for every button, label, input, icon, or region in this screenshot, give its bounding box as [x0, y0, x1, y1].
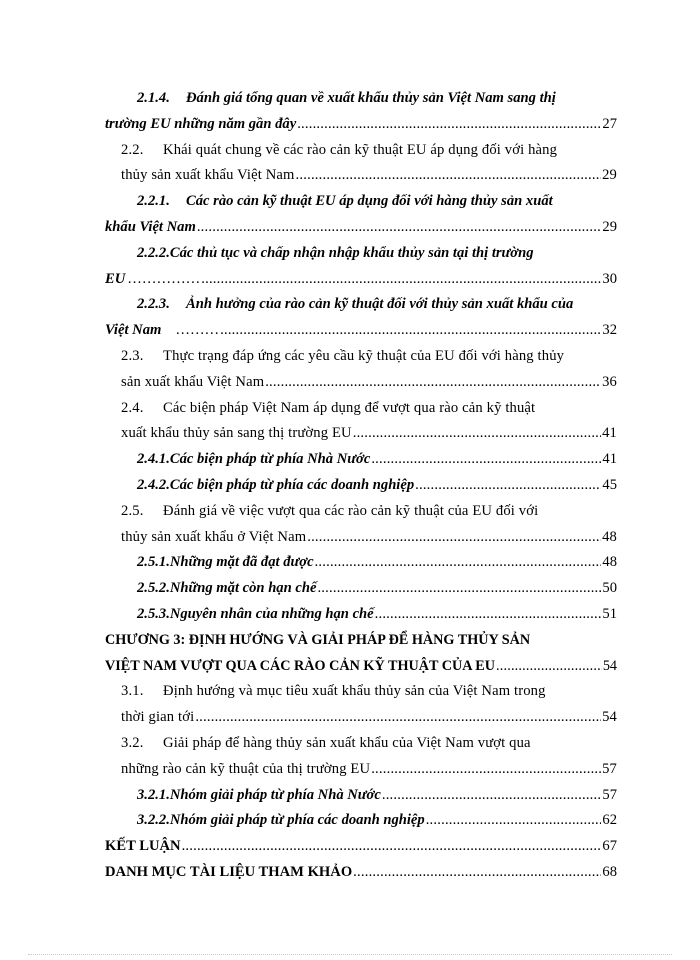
chapter-title-line1: CHƯƠNG 3: ĐỊNH HƯỚNG VÀ GIẢI PHÁP ĐỂ HÀNG THỦY SẢN — [105, 631, 531, 648]
dot-leader — [426, 808, 602, 834]
toc-title-line2: thủy sản xuất khẩu ở Việt Nam — [121, 528, 307, 545]
toc-number: 2.1.4. — [137, 90, 170, 106]
ellipsis-leader: ……… — [175, 322, 220, 339]
toc-title-line1: Đánh giá về việc vượt qua các rào cản kỹ thuật của EU đối với — [163, 502, 539, 519]
toc-number: 3.1. — [121, 683, 144, 700]
toc-entry-conclusion[interactable] — [105, 834, 617, 860]
page-number: 36 — [602, 373, 617, 390]
dot-leader — [375, 602, 602, 628]
toc-title-line1: Đánh giá tổng quan về xuất khẩu thủy sản Việt Nam sang thị — [186, 90, 556, 106]
toc-entry-2-5[interactable] — [105, 499, 617, 551]
toc-title-line2: thủy sản xuất khẩu Việt Nam — [121, 167, 295, 184]
toc-number: 2.4. — [121, 399, 144, 416]
page-number: 27 — [602, 115, 617, 132]
toc-title: Nhóm giải pháp từ phía Nhà Nước — [169, 786, 381, 803]
toc-title: Những mặt còn hạn chế — [169, 580, 317, 597]
toc-title-line1: Giải pháp để hàng thủy sản xuất khẩu của Việt Nam vượt qua — [163, 734, 531, 751]
toc-entry-3-2-1[interactable] — [105, 783, 617, 809]
toc-number: 2.2. — [121, 141, 144, 158]
toc-number: 2.2.3. — [137, 296, 170, 313]
dot-leader — [371, 447, 601, 473]
toc-entry-2-3[interactable] — [105, 344, 617, 396]
toc-entry-chapter-3[interactable] — [105, 628, 617, 680]
dot-leader — [317, 576, 601, 602]
toc-title-line2: Việt Nam — [105, 322, 162, 339]
toc-number: 2.4.2. — [137, 476, 170, 493]
toc-title: Nhóm giải pháp từ phía các doanh nghiệp — [169, 812, 425, 829]
page-number: 48 — [602, 554, 617, 571]
toc-entry-2-5-3[interactable] — [105, 602, 617, 628]
toc-title-line2: xuất khẩu thủy sản sang thị trường EU — [121, 425, 352, 442]
toc-title-line1: Khái quát chung về các rào cản kỹ thuật EU áp dụng đối với hàng — [163, 141, 558, 158]
toc-title-line2: những rào cản kỹ thuật của thị trường EU — [121, 760, 371, 777]
page-number: 67 — [602, 838, 617, 855]
toc-entry-2-2-1[interactable] — [105, 189, 617, 241]
toc-title-line2: trường EU những năm gần đây — [105, 115, 297, 132]
dot-leader — [382, 783, 602, 809]
page-number: 57 — [602, 786, 617, 803]
page-number: 30 — [602, 270, 617, 287]
toc-entry-3-2[interactable] — [105, 731, 617, 783]
toc-title-line2: khẩu Việt Nam — [105, 218, 196, 235]
toc-number: 2.5. — [121, 502, 144, 519]
toc-title-line1: Các biện pháp Việt Nam áp dụng để vượt qua rào cản kỹ thuật — [163, 399, 536, 416]
dot-leader — [195, 705, 601, 731]
toc-title-line2: EU — [105, 270, 126, 287]
toc-title: KẾT LUẬN — [105, 838, 181, 855]
dot-leader — [496, 654, 602, 680]
page-number: 54 — [602, 657, 617, 674]
page-number: 29 — [602, 167, 617, 184]
toc-title-line1: Ảnh hưởng của rào cản kỹ thuật đối với thủy sản xuất khẩu của — [186, 296, 574, 313]
toc-title-line2: thời gian tới — [121, 709, 195, 726]
dot-leader — [297, 112, 601, 138]
dot-leader — [201, 267, 601, 293]
toc-number: 2.3. — [121, 347, 144, 364]
toc-title-line2: sản xuất khẩu Việt Nam — [121, 373, 265, 390]
toc-entry-2-2-3[interactable] — [105, 292, 617, 344]
page-number: 68 — [602, 863, 617, 880]
toc-number: 3.2.1. — [137, 786, 170, 803]
toc-entry-3-2-2[interactable] — [105, 808, 617, 834]
dot-leader — [353, 860, 601, 886]
toc-title: Những mặt đã đạt được — [169, 554, 314, 571]
table-of-contents — [105, 86, 617, 886]
dot-leader — [182, 834, 602, 860]
page-number: 57 — [602, 760, 617, 777]
dot-leader — [415, 473, 601, 499]
page-number: 45 — [602, 476, 617, 493]
dot-leader — [307, 525, 601, 551]
dot-leader — [265, 370, 601, 396]
dot-leader — [296, 163, 602, 189]
toc-entry-2-4[interactable] — [105, 396, 617, 448]
toc-number: 2.5.2. — [137, 580, 170, 597]
toc-title: Các biện pháp từ phía Nhà Nước — [169, 451, 371, 468]
toc-number: 3.2. — [121, 734, 144, 751]
toc-number: 2.5.3. — [137, 605, 170, 622]
toc-title: Nguyên nhân của những hạn chế — [169, 605, 374, 622]
toc-entry-2-4-1[interactable] — [105, 447, 617, 473]
toc-entry-references[interactable] — [105, 860, 617, 886]
toc-title: DANH MỤC TÀI LIỆU THAM KHẢO — [105, 863, 353, 880]
toc-number: 2.5.1. — [137, 554, 170, 571]
toc-number: 2.2.2. — [137, 244, 170, 261]
page-number: 32 — [602, 322, 617, 339]
toc-title: Các biện pháp từ phía các doanh nghiệp — [169, 476, 415, 493]
toc-title-line1: Thực trạng đáp ứng các yêu cầu kỹ thuật của EU đối với hàng thủy — [163, 347, 565, 364]
dot-leader — [220, 318, 601, 344]
page-number: 41 — [602, 425, 617, 442]
dot-leader — [315, 550, 602, 576]
page-bottom-rule — [28, 954, 672, 955]
toc-entry-2-5-1[interactable] — [105, 550, 617, 576]
toc-entry-2-4-2[interactable] — [105, 473, 617, 499]
toc-number: 3.2.2. — [137, 812, 170, 829]
toc-entry-3-1[interactable] — [105, 679, 617, 731]
page-number: 54 — [602, 709, 617, 726]
toc-entry-2-2-2[interactable] — [105, 241, 617, 293]
toc-title-line1: Các rào cản kỹ thuật EU áp dụng đối với hàng thủy sản xuất — [186, 193, 553, 210]
toc-entry-2-5-2[interactable] — [105, 576, 617, 602]
dot-leader — [353, 421, 601, 447]
page-number: 41 — [602, 451, 617, 468]
ellipsis-leader: …………… — [127, 270, 201, 287]
dot-leader — [371, 757, 601, 783]
toc-number: 2.4.1. — [137, 451, 170, 468]
toc-entry-2-1-4[interactable] — [105, 86, 617, 138]
page-number: 29 — [602, 218, 617, 235]
toc-number: 2.2.1. — [137, 193, 170, 210]
dot-leader — [197, 215, 602, 241]
page-number: 62 — [602, 812, 617, 829]
page-number: 51 — [602, 605, 617, 622]
page-number: 50 — [602, 580, 617, 597]
toc-entry-2-2[interactable] — [105, 138, 617, 190]
chapter-title-line2: VIỆT NAM VƯỢT QUA CÁC RÀO CẢN KỸ THUẬT CỦA EU — [105, 657, 495, 674]
toc-title-line1: Định hướng và mục tiêu xuất khẩu thủy sản của Việt Nam trong — [163, 683, 546, 700]
page-number: 48 — [602, 528, 617, 545]
toc-title-line1: Các thủ tục và chấp nhận nhập khẩu thủy sản tại thị trường — [169, 244, 534, 261]
